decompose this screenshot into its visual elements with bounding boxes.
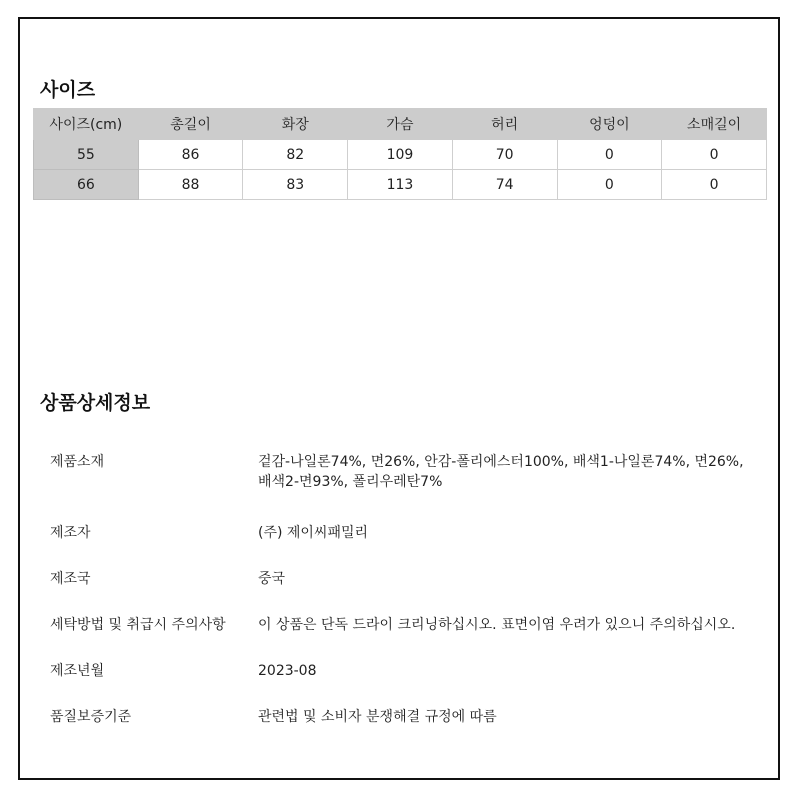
table-cell: 83 — [243, 170, 348, 200]
product-detail-list — [50, 452, 760, 727]
detail-value: 이 상품은 단독 드라이 크리닝하십시오. 표면이염 우려가 있으니 주의하십시오. — [258, 617, 736, 633]
detail-value-line: 겉감-나일론74%, 면26%, 안감-폴리에스터100%, 배색1-나일론74%, 면26%, — [258, 454, 744, 470]
detail-row-manufacture-date — [50, 661, 760, 681]
header-hip: 엉덩이 — [557, 109, 662, 140]
header-sleeve-length: 소매길이 — [662, 109, 767, 140]
table-cell: 74 — [452, 170, 557, 200]
table-cell: 0 — [662, 170, 767, 200]
table-cell: 86 — [138, 140, 243, 170]
table-cell: 0 — [557, 140, 662, 170]
detail-label: 제조국 — [50, 571, 91, 587]
header-waist: 허리 — [452, 109, 557, 140]
detail-label: 제조년월 — [50, 663, 105, 679]
detail-label: 제조자 — [50, 525, 91, 541]
table-cell: 82 — [243, 140, 348, 170]
table-cell: 88 — [138, 170, 243, 200]
detail-section-title: 상품상세정보 — [40, 392, 151, 414]
size-table — [33, 108, 767, 200]
size-table-header-row — [34, 109, 767, 140]
table-cell: 0 — [557, 170, 662, 200]
detail-value: (주) 제이씨패밀리 — [258, 525, 369, 541]
detail-row-warranty — [50, 707, 760, 727]
detail-label: 제품소재 — [50, 454, 105, 470]
detail-label: 품질보증기준 — [50, 709, 132, 725]
detail-row-manufacturer — [50, 523, 760, 543]
detail-row-country — [50, 569, 760, 589]
header-total-length: 총길이 — [138, 109, 243, 140]
table-cell: 0 — [662, 140, 767, 170]
table-row — [34, 140, 767, 170]
table-cell: 70 — [452, 140, 557, 170]
header-chest: 가슴 — [348, 109, 453, 140]
detail-value-line: 배색2-면93%, 폴리우레탄7% — [258, 474, 443, 490]
detail-value: 중국 — [258, 571, 286, 587]
table-row — [34, 170, 767, 200]
header-size: 사이즈(cm) — [34, 109, 139, 140]
table-cell: 109 — [348, 140, 453, 170]
header-sleeve-from-neck: 화장 — [243, 109, 348, 140]
detail-row-care — [50, 615, 760, 635]
row-size-label: 66 — [34, 170, 139, 200]
detail-label: 세탁방법 및 취급시 주의사항 — [50, 617, 226, 633]
size-section-title: 사이즈 — [40, 79, 96, 101]
detail-value: 관련법 및 소비자 분쟁해결 규정에 따름 — [258, 709, 497, 725]
detail-row-material — [50, 452, 760, 492]
detail-value — [258, 452, 760, 492]
table-cell: 113 — [348, 170, 453, 200]
row-size-label: 55 — [34, 140, 139, 170]
detail-value: 2023-08 — [258, 663, 317, 679]
